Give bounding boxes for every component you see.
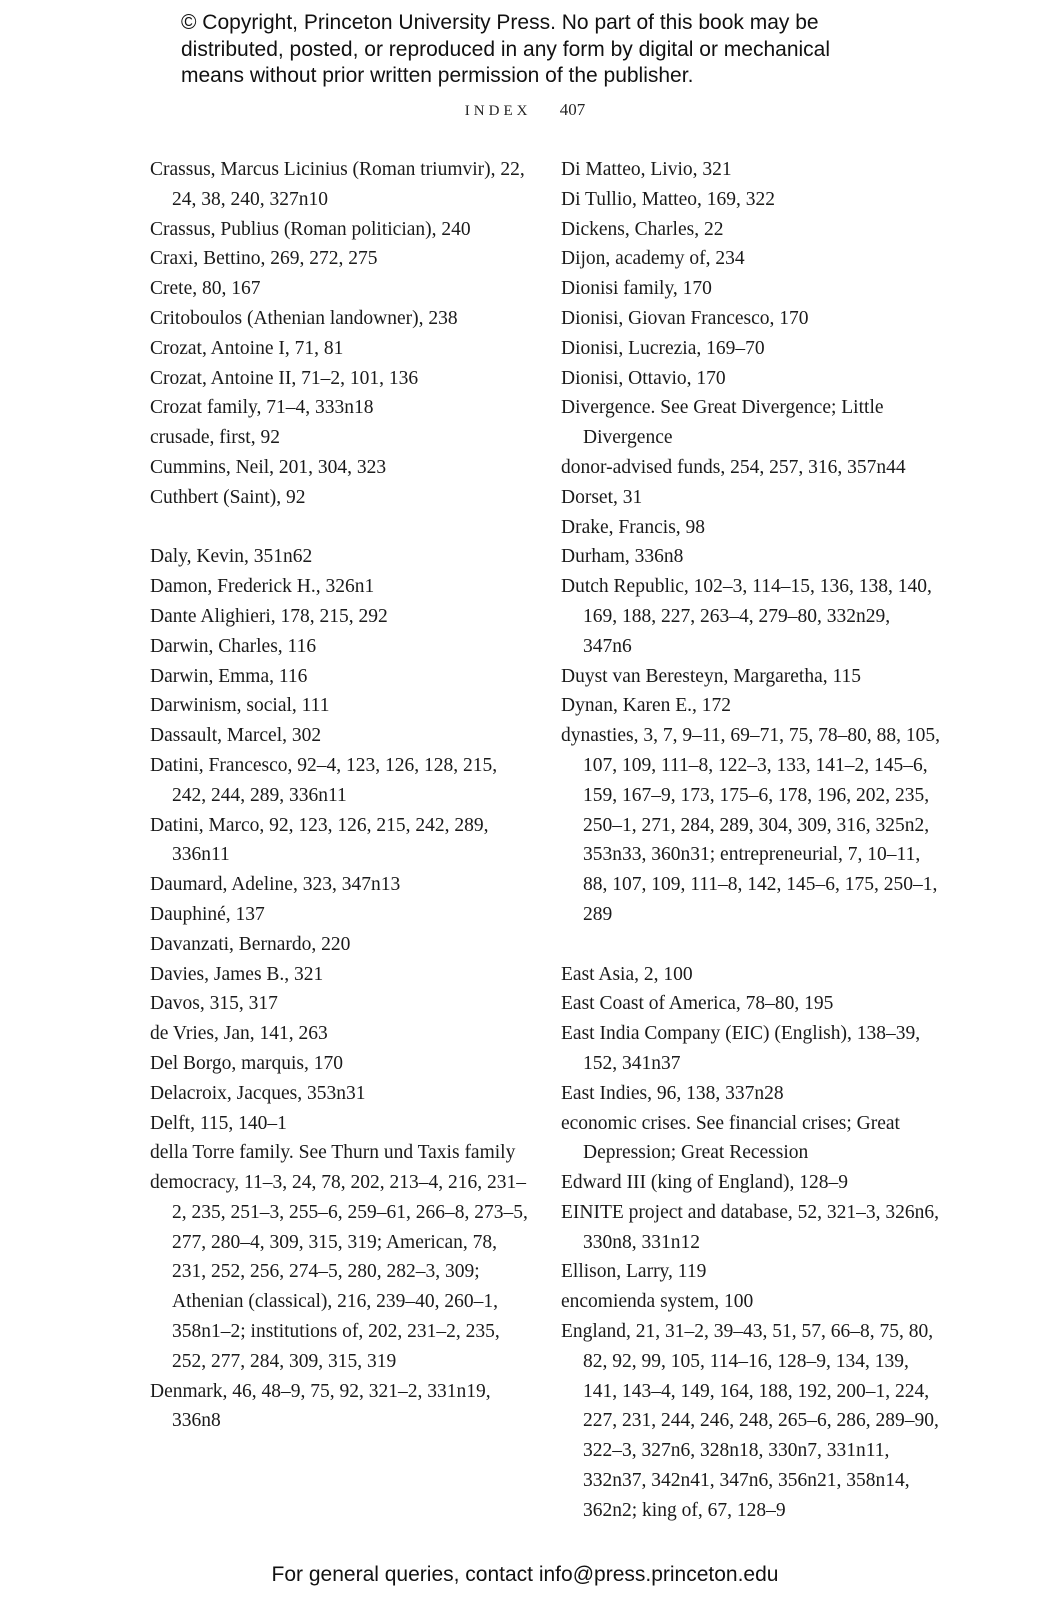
running-head	[0, 100, 1050, 120]
index-entry: Darwin, Charles, 116	[150, 635, 317, 657]
index-entry: Dassault, Marcel, 302	[150, 725, 322, 747]
index-entry: Dutch Republic, 102–3, 114–15, 136, 138, 140, 169, 188, 227, 263–4, 279–80, 332n29, 347n6	[561, 576, 932, 657]
running-head-label: INDEX	[464, 103, 532, 119]
index-entry: Dante Alighieri, 178, 215, 292	[150, 605, 388, 627]
index-entry: East Coast of America, 78–80, 195	[561, 993, 834, 1015]
copyright-line: distributed, posted, or reproduced in any form by digital or mechanical	[181, 37, 831, 61]
index-entry: Edward III (king of England), 128–9	[561, 1172, 849, 1194]
index-entry: Dionisi, Giovan Francesco, 170	[561, 307, 809, 329]
index-entry: Darwinism, social, 111	[150, 695, 330, 717]
index-entry: Darwin, Emma, 116	[150, 665, 308, 687]
index-entry: Dickens, Charles, 22	[561, 218, 724, 240]
index-entry: Crozat family, 71–4, 333n18	[150, 397, 374, 419]
index-entry: Datini, Marco, 92, 123, 126, 215, 242, 289, 336n11	[150, 814, 489, 866]
section-gap	[150, 513, 530, 543]
index-entry: Crozat, Antoine II, 71–2, 101, 136	[150, 367, 419, 389]
index-entry: Dijon, academy of, 234	[561, 248, 745, 270]
index-entry: dynasties, 3, 7, 9–11, 69–71, 75, 78–80, 88, 105, 107, 109, 111–8, 122–3, 133, 141–2, 145–6, 159, 167–9, 173, 175–6, 178, 196, 202, 235, 250–1, 271, 284, 289, 304, 309, 316, 325n2, 353n33, 360n31; entrepreneurial, 7, 10–11, 88, 107, 109, 111–8, 142, 145–6, 175, 250–1, 289	[561, 725, 940, 925]
index-column-left	[150, 155, 530, 1436]
index-entry: Durham, 336n8	[561, 546, 684, 568]
index-entry: Duyst van Beresteyn, Margaretha, 115	[561, 665, 862, 687]
index-entry: Del Borgo, marquis, 170	[150, 1052, 344, 1074]
index-entry: Di Matteo, Livio, 321	[561, 159, 732, 180]
index-entry: Damon, Frederick H., 326n1	[150, 576, 375, 598]
index-entry: Datini, Francesco, 92–4, 123, 126, 128, 215, 242, 244, 289, 336n11	[150, 754, 498, 806]
index-entry: Divergence. See Great Divergence; Little Divergence	[561, 397, 884, 449]
index-entry: Critoboulos (Athenian landowner), 238	[150, 307, 458, 329]
index-entry: Dorset, 31	[561, 486, 643, 508]
index-entry: Crozat, Antoine I, 71, 81	[150, 337, 344, 359]
index-entry: Daly, Kevin, 351n62	[150, 546, 313, 568]
index-entry: Davos, 315, 317	[150, 993, 278, 1015]
index-entry: Crete, 80, 167	[150, 278, 261, 300]
index-entry: Cummins, Neil, 201, 304, 323	[150, 456, 387, 478]
index-entry: Denmark, 46, 48–9, 75, 92, 321–2, 331n19, 336n8	[150, 1380, 491, 1432]
index-entry: East Asia, 2, 100	[561, 963, 693, 985]
page-number: 407	[559, 100, 586, 119]
index-entry: England, 21, 31–2, 39–43, 51, 57, 66–8, 75, 80, 82, 92, 99, 105, 114–16, 128–9, 134, 139, 141, 143–4, 149, 164, 188, 192, 200–1, 224, 227, 231, 244, 246, 248, 265–6, 286, 289–90, 322–3, 327n6, 328n18, 330n7, 331n11, 332n37, 342n41, 347n6, 356n21, 358n14, 362n2; king of, 67, 128–9	[561, 1321, 939, 1521]
index-entry: donor-advised funds, 254, 257, 316, 357n44	[561, 456, 906, 478]
index-entry: Dauphiné, 137	[150, 903, 265, 925]
index-entry: Davanzati, Bernardo, 220	[150, 933, 351, 955]
index-entry: Dionisi, Lucrezia, 169–70	[561, 337, 765, 359]
index-entry: Crassus, Publius (Roman politician), 240	[150, 218, 471, 240]
index-entry: Di Tullio, Matteo, 169, 322	[561, 188, 775, 210]
index-entry: East Indies, 96, 138, 337n28	[561, 1082, 784, 1104]
index-entry: crusade, first, 92	[150, 427, 280, 449]
index-entry: Crassus, Marcus Licinius (Roman triumvir), 22, 24, 38, 240, 327n10	[150, 159, 525, 210]
copyright-notice	[181, 10, 941, 90]
index-entry: economic crises. See financial crises; Great Depression; Great Recession	[561, 1112, 900, 1164]
index-entry: Craxi, Bettino, 269, 272, 275	[150, 248, 378, 270]
index-entry: Drake, Francis, 98	[561, 516, 706, 538]
index-entry: Daumard, Adeline, 323, 347n13	[150, 874, 401, 896]
index-column-right	[561, 155, 941, 1526]
index-entry: de Vries, Jan, 141, 263	[150, 1023, 328, 1045]
index-entry: EINITE project and database, 52, 321–3, 326n6, 330n8, 331n12	[561, 1201, 939, 1253]
index-entry: Cuthbert (Saint), 92	[150, 486, 306, 508]
index-entry: Dynan, Karen E., 172	[561, 695, 732, 717]
index-entry: della Torre family. See Thurn und Taxis family	[150, 1142, 516, 1164]
index-entry: Delacroix, Jacques, 353n31	[150, 1082, 366, 1104]
index-entry: democracy, 11–3, 24, 78, 202, 213–4, 216, 231–2, 235, 251–3, 255–6, 259–61, 266–8, 273–5, 277, 280–4, 309, 315, 319; American, 78, 231, 252, 256, 274–5, 280, 282–3, 309; Athenian (classical), 216, 239–40, 260–1, 358n1–2; institutions of, 202, 231–2, 235, 252, 277, 284, 309, 315, 319	[150, 1172, 528, 1372]
copyright-line: © Copyright, Princeton University Press. No part of this book may be	[181, 11, 819, 34]
copyright-line: means without prior written permission of the publisher.	[181, 64, 694, 87]
index-entry: Dionisi, Ottavio, 170	[561, 367, 726, 389]
index-entry: East India Company (EIC) (English), 138–39, 152, 341n37	[561, 1023, 921, 1074]
footer-contact: For general queries, contact info@press.princeton.edu	[271, 1563, 779, 1586]
index-entry: Davies, James B., 321	[150, 963, 324, 985]
index-entry: encomienda system, 100	[561, 1291, 754, 1313]
section-gap	[561, 930, 941, 960]
index-entry: Delft, 115, 140–1	[150, 1112, 287, 1134]
index-entry: Dionisi family, 170	[561, 278, 712, 300]
index-entry: Ellison, Larry, 119	[561, 1261, 707, 1283]
